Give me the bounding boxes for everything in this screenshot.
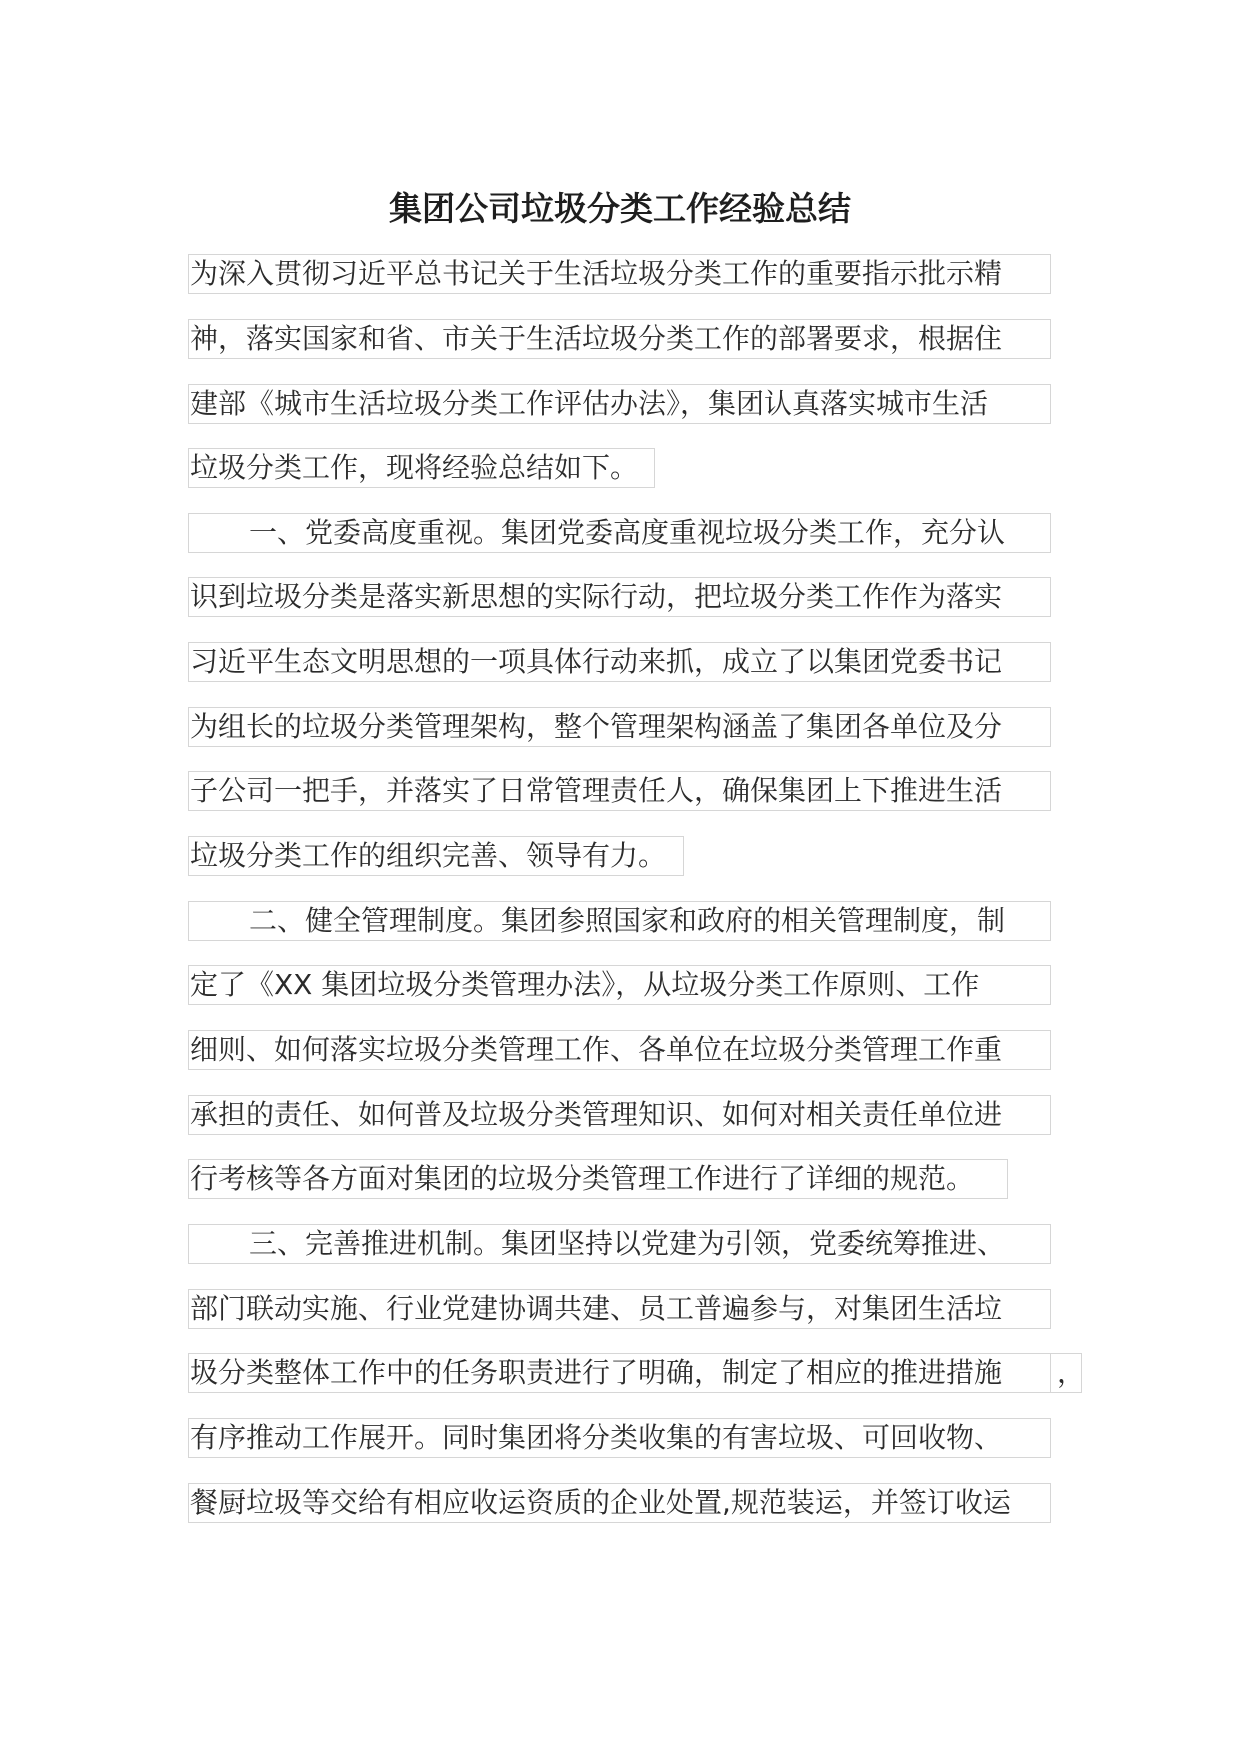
text-line: 餐厨垃圾等交给有相应收运资质的企业处置,规范装运，并签订收运: [188, 1483, 1051, 1523]
text-line: 一、党委高度重视。集团党委高度重视垃圾分类工作，充分认: [188, 513, 1051, 553]
text-line: 子公司一把手，并落实了日常管理责任人，确保集团上下推进生活: [188, 771, 1051, 811]
text-line: 有序推动工作展开。同时集团将分类收集的有害垃圾、可回收物、: [188, 1418, 1051, 1458]
text-line-overflow: ，: [1050, 1353, 1082, 1393]
text-line: 定了《XX 集团垃圾分类管理办法》，从垃圾分类工作原则、工作: [188, 965, 1051, 1005]
document-title: 集团公司垃圾分类工作经验总结: [389, 189, 851, 228]
text-line: 行考核等各方面对集团的垃圾分类管理工作进行了详细的规范。: [188, 1159, 1008, 1199]
text-line: 神，落实国家和省、市关于生活垃圾分类工作的部署要求，根据住: [188, 319, 1051, 359]
text-line: 建部《城市生活垃圾分类工作评估办法》，集团认真落实城市生活: [188, 384, 1051, 424]
text-line: 细则、如何落实垃圾分类管理工作、各单位在垃圾分类管理工作重: [188, 1030, 1051, 1070]
text-line: 三、完善推进机制。集团坚持以党建为引领，党委统筹推进、: [188, 1224, 1051, 1264]
text-line: 为组长的垃圾分类管理架构，整个管理架构涵盖了集团各单位及分: [188, 707, 1051, 747]
text-line: 二、健全管理制度。集团参照国家和政府的相关管理制度，制: [188, 901, 1051, 941]
text-line: 圾分类整体工作中的任务职责进行了明确，制定了相应的推进措施: [188, 1353, 1051, 1393]
text-line: 垃圾分类工作，现将经验总结如下。: [188, 448, 655, 488]
text-line: 习近平生态文明思想的一项具体行动来抓，成立了以集团党委书记: [188, 642, 1051, 682]
text-line: 承担的责任、如何普及垃圾分类管理知识、如何对相关责任单位进: [188, 1095, 1051, 1135]
text-line: 为深入贯彻习近平总书记关于生活垃圾分类工作的重要指示批示精: [188, 254, 1051, 294]
text-line: 垃圾分类工作的组织完善、领导有力。: [188, 836, 684, 876]
text-line: 识到垃圾分类是落实新思想的实际行动，把垃圾分类工作作为落实: [188, 577, 1051, 617]
text-line: 部门联动实施、行业党建协调共建、员工普遍参与，对集团生活垃: [188, 1289, 1051, 1329]
